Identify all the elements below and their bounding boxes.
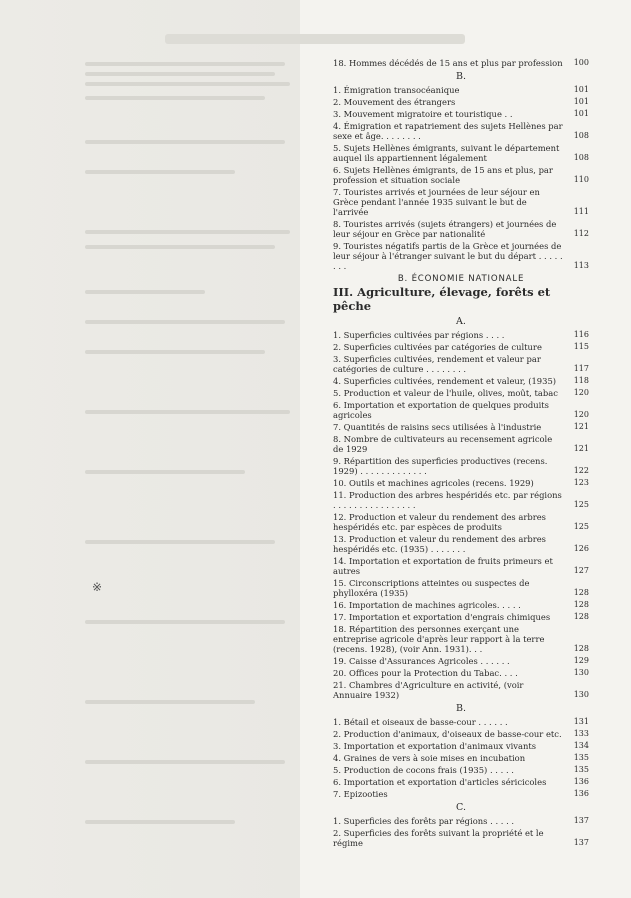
toc-entry bbox=[333, 828, 589, 848]
entry-page-number: 113 bbox=[573, 261, 589, 270]
entry-page-number: 131 bbox=[573, 717, 589, 726]
bleedthrough-line bbox=[85, 62, 285, 66]
entry-number: 11. bbox=[333, 490, 347, 500]
entry-number: 16. bbox=[333, 600, 347, 610]
section-letter-b2: B. bbox=[455, 703, 466, 714]
entry-title: Émigration transocéanique bbox=[343, 85, 460, 95]
bleedthrough-line bbox=[85, 245, 275, 249]
entry-title: Importation et exportation de fruits primeurs et autres bbox=[333, 556, 553, 576]
entry-number: 8. bbox=[333, 434, 341, 444]
entry-page-number: 121 bbox=[573, 422, 589, 431]
entry-page-number: 134 bbox=[573, 741, 589, 750]
entry-title: Répartition des superficies productives (recens. 1929) . . . . . . . . . . . . . bbox=[333, 456, 548, 476]
toc-entry bbox=[333, 330, 589, 340]
entry-page-number: 125 bbox=[573, 500, 589, 509]
entry-page-number: 108 bbox=[573, 131, 589, 140]
bleedthrough-line bbox=[85, 320, 285, 324]
toc-entry bbox=[333, 478, 589, 488]
bleedthrough-line bbox=[85, 820, 235, 824]
entry-page-number: 137 bbox=[573, 838, 589, 847]
toc-entry bbox=[333, 556, 589, 576]
entry-title: Offices pour la Protection du Tabac. . . . bbox=[349, 668, 518, 678]
entry-number: 3. bbox=[333, 741, 341, 751]
toc-section-b bbox=[333, 85, 589, 271]
entry-title: Superficies cultivées, rendement et valeur, (1935) bbox=[343, 376, 557, 386]
toc-entry bbox=[333, 765, 589, 775]
entry-number: 5. bbox=[333, 765, 341, 775]
toc-entry bbox=[333, 388, 589, 398]
entry-page-number: 118 bbox=[573, 376, 589, 385]
toc-entry bbox=[333, 578, 589, 598]
toc-entry bbox=[333, 121, 589, 141]
entry-title: Mouvement migratoire et touristique . . bbox=[343, 109, 513, 119]
bleedthrough-title bbox=[165, 34, 465, 44]
toc-entry bbox=[333, 143, 589, 163]
entry-title: Importation de machines agricoles. . . . . bbox=[349, 600, 521, 610]
entry-number: 4. bbox=[333, 121, 341, 131]
entry-page-number: 130 bbox=[573, 690, 589, 699]
chapter-title: III. Agriculture, élevage, forêts et pêche bbox=[333, 285, 551, 313]
entry-title: Nombre de cultivateurs au recensement agricole de 1929 bbox=[333, 434, 553, 454]
entry-title: Superficies cultivées, rendement et valeur par catégories de culture . . . . . . . . bbox=[333, 354, 541, 374]
facing-page-bleedthrough bbox=[0, 0, 300, 898]
bleedthrough-line bbox=[85, 140, 285, 144]
entry-page-number: 129 bbox=[573, 656, 589, 665]
margin-mark: ※ bbox=[92, 580, 103, 594]
entry-number: 10. bbox=[333, 478, 347, 488]
entry-number: 9. bbox=[333, 456, 341, 466]
entry-number: 3. bbox=[333, 354, 341, 364]
toc-entry bbox=[333, 422, 589, 432]
entry-title: Epizooties bbox=[343, 789, 388, 799]
entry-title: Outils et machines agricoles (recens. 1929) bbox=[349, 478, 534, 488]
bleedthrough-line bbox=[85, 540, 275, 544]
entry-number: 3. bbox=[333, 109, 341, 119]
toc-section-c bbox=[333, 816, 589, 848]
entry-page-number: 115 bbox=[573, 342, 589, 351]
toc-entry bbox=[333, 680, 589, 700]
entry-page-number: 101 bbox=[573, 97, 589, 106]
bleedthrough-line bbox=[85, 170, 235, 174]
entry-title: Émigration et rapatriement des sujets Hellènes par sexe et âge. . . . . . . . bbox=[333, 121, 563, 141]
toc-top-entries bbox=[333, 58, 589, 68]
entry-number: 13. bbox=[333, 534, 347, 544]
table-of-contents bbox=[333, 58, 589, 850]
entry-page-number: 121 bbox=[573, 444, 589, 453]
entry-page-number: 135 bbox=[573, 765, 589, 774]
entry-page-number: 136 bbox=[573, 789, 589, 798]
entry-number: 1. bbox=[333, 330, 341, 340]
toc-entry bbox=[333, 600, 589, 610]
entry-number: 7. bbox=[333, 187, 341, 197]
bleedthrough-line bbox=[85, 620, 285, 624]
entry-page-number: 128 bbox=[573, 600, 589, 609]
entry-number: 5. bbox=[333, 143, 341, 153]
entry-page-number: 130 bbox=[573, 668, 589, 677]
entry-page-number: 128 bbox=[573, 644, 589, 653]
entry-number: 14. bbox=[333, 556, 347, 566]
bleedthrough-line bbox=[85, 96, 265, 100]
toc-entry bbox=[333, 612, 589, 622]
entry-page-number: 101 bbox=[573, 85, 589, 94]
toc-entry bbox=[333, 400, 589, 420]
entry-title: Superficies des forêts suivant la propriété et le régime bbox=[333, 828, 544, 848]
entry-page-number: 112 bbox=[573, 229, 589, 238]
entry-number: 5. bbox=[333, 388, 341, 398]
entry-title: Touristes négatifs partis de la Grèce et journées de leur séjour à l'étranger suivant le but du départ . . . . . . . . bbox=[333, 241, 563, 271]
entry-title: Production et valeur de l'huile, olives, moût, tabac bbox=[343, 388, 558, 398]
toc-entry bbox=[333, 376, 589, 386]
entry-number: 2. bbox=[333, 729, 341, 739]
bleedthrough-line bbox=[85, 350, 265, 354]
entry-title: Superficies cultivées par catégories de culture bbox=[343, 342, 542, 352]
entry-number: 1. bbox=[333, 717, 341, 727]
toc-entry bbox=[333, 58, 589, 68]
toc-section-b2 bbox=[333, 717, 589, 799]
toc-entry bbox=[333, 342, 589, 352]
entry-page-number: 127 bbox=[573, 566, 589, 575]
entry-number: 2. bbox=[333, 97, 341, 107]
entry-number: 1. bbox=[333, 816, 341, 826]
toc-entry bbox=[333, 241, 589, 271]
entry-number: 6. bbox=[333, 400, 341, 410]
toc-entry bbox=[333, 624, 589, 654]
entry-number: 6. bbox=[333, 165, 341, 175]
entry-number: 7. bbox=[333, 789, 341, 799]
entry-title: Caisse d'Assurances Agricoles . . . . . . bbox=[349, 656, 510, 666]
entry-title: Quantités de raisins secs utilisées à l'industrie bbox=[343, 422, 542, 432]
toc-entry bbox=[333, 187, 589, 217]
entry-page-number: 126 bbox=[573, 544, 589, 553]
bleedthrough-line bbox=[85, 82, 290, 86]
entry-number: 20. bbox=[333, 668, 347, 678]
entry-title: Superficies cultivées par régions . . . . bbox=[343, 330, 505, 340]
toc-entry bbox=[333, 434, 589, 454]
entry-page-number: 128 bbox=[573, 612, 589, 621]
toc-entry bbox=[333, 456, 589, 476]
toc-entry bbox=[333, 512, 589, 532]
toc-entry bbox=[333, 219, 589, 239]
entry-page-number: 108 bbox=[573, 153, 589, 162]
entry-page-number: 120 bbox=[573, 410, 589, 419]
toc-section-a bbox=[333, 330, 589, 700]
entry-number: 15. bbox=[333, 578, 347, 588]
entry-title: Touristes arrivés (sujets étrangers) et journées de leur séjour en Grèce par nationalité bbox=[333, 219, 557, 239]
toc-entry bbox=[333, 165, 589, 185]
bleedthrough-line bbox=[85, 230, 290, 234]
toc-entry bbox=[333, 656, 589, 666]
entry-number: 6. bbox=[333, 777, 341, 787]
entry-title: Sujets Hellènes émigrants, de 15 ans et plus, par profession et situation sociale bbox=[333, 165, 553, 185]
entry-page-number: 123 bbox=[573, 478, 589, 487]
entry-title: Importation et exportation d'animaux vivants bbox=[343, 741, 537, 751]
entry-title: Importation et exportation d'articles séricicoles bbox=[343, 777, 547, 787]
toc-entry bbox=[333, 109, 589, 119]
entry-number: 9. bbox=[333, 241, 341, 251]
toc-entry bbox=[333, 490, 589, 510]
toc-entry bbox=[333, 717, 589, 727]
toc-entry bbox=[333, 741, 589, 751]
bleedthrough-line bbox=[85, 410, 290, 414]
entry-title: Hommes décédés de 15 ans et plus par profession bbox=[349, 58, 563, 68]
entry-number: 12. bbox=[333, 512, 347, 522]
entry-title: Importation et exportation de quelques produits agricoles bbox=[333, 400, 549, 420]
entry-page-number: 135 bbox=[573, 753, 589, 762]
toc-entry bbox=[333, 534, 589, 554]
entry-title: Production et valeur du rendement des arbres hespéridés etc. (1935) . . . . . . . bbox=[333, 534, 546, 554]
bleedthrough-line bbox=[85, 470, 245, 474]
entry-number: 2. bbox=[333, 828, 341, 838]
bleedthrough-line bbox=[85, 700, 255, 704]
toc-entry bbox=[333, 97, 589, 107]
entry-title: Circonscriptions atteintes ou suspectes de phylloxéra (1935) bbox=[333, 578, 530, 598]
entry-page-number: 122 bbox=[573, 466, 589, 475]
toc-entry bbox=[333, 729, 589, 739]
entry-page-number: 111 bbox=[573, 207, 589, 216]
entry-title: Touristes arrivés et journées de leur séjour en Grèce pendant l'année 1935 suivant le but de l'arrivée bbox=[333, 187, 540, 217]
bleedthrough-line bbox=[85, 290, 205, 294]
entry-title: Sujets Hellènes émigrants, suivant le département auquel ils appartiennent légalement bbox=[333, 143, 560, 163]
entry-page-number: 137 bbox=[573, 816, 589, 825]
toc-entry bbox=[333, 789, 589, 799]
entry-page-number: 125 bbox=[573, 522, 589, 531]
entry-page-number: 101 bbox=[573, 109, 589, 118]
entry-page-number: 110 bbox=[573, 175, 589, 184]
entry-title: Production de cocons frais (1935) . . . . . bbox=[343, 765, 514, 775]
entry-number: 19. bbox=[333, 656, 347, 666]
section-letter-a: A. bbox=[456, 316, 466, 327]
entry-page-number: 120 bbox=[573, 388, 589, 397]
entry-number: 8. bbox=[333, 219, 341, 229]
entry-number: 18. bbox=[333, 624, 347, 634]
entry-page-number: 117 bbox=[573, 364, 589, 373]
entry-title: Chambres d'Agriculture en activité, (voir Annuaire 1932) bbox=[333, 680, 524, 700]
toc-entry bbox=[333, 668, 589, 678]
entry-number: 17. bbox=[333, 612, 347, 622]
entry-title: Production des arbres hespéridés etc. par régions . . . . . . . . . . . . . . . . bbox=[333, 490, 562, 510]
entry-number: 1. bbox=[333, 85, 341, 95]
entry-page-number: 100 bbox=[573, 58, 589, 67]
part-heading: B. ÉCONOMIE NATIONALE bbox=[397, 274, 525, 284]
entry-number: 2. bbox=[333, 342, 341, 352]
entry-title: Répartition des personnes exerçant une entreprise agricole d'après leur rapport à la terre (recens. 1928), (voir Ann. 1931). . . bbox=[333, 624, 545, 654]
entry-page-number: 133 bbox=[573, 729, 589, 738]
entry-title: Superficies des forêts par régions . . . . . bbox=[343, 816, 515, 826]
toc-entry bbox=[333, 816, 589, 826]
entry-number: 4. bbox=[333, 753, 341, 763]
toc-entry bbox=[333, 354, 589, 374]
entry-title: Production d'animaux, d'oiseaux de basse-cour etc. bbox=[343, 729, 562, 739]
entry-number: 4. bbox=[333, 376, 341, 386]
entry-title: Graines de vers à soie mises en incubation bbox=[343, 753, 526, 763]
toc-entry bbox=[333, 753, 589, 763]
entry-number: 7. bbox=[333, 422, 341, 432]
bleedthrough-line bbox=[85, 760, 285, 764]
entry-page-number: 136 bbox=[573, 777, 589, 786]
entry-title: Bétail et oiseaux de basse-cour . . . . . . bbox=[343, 717, 508, 727]
entry-number: 21. bbox=[333, 680, 347, 690]
entry-number: 18. bbox=[333, 58, 347, 68]
toc-entry bbox=[333, 777, 589, 787]
toc-entry bbox=[333, 85, 589, 95]
entry-title: Mouvement des étrangers bbox=[343, 97, 456, 107]
entry-title: Importation et exportation d'engrais chimiques bbox=[349, 612, 551, 622]
entry-page-number: 116 bbox=[573, 330, 589, 339]
entry-title: Production et valeur du rendement des arbres hespéridés etc. par espèces de produits bbox=[333, 512, 546, 532]
entry-page-number: 128 bbox=[573, 588, 589, 597]
section-letter-c: C. bbox=[456, 802, 466, 813]
section-letter-b: B. bbox=[455, 71, 466, 82]
bleedthrough-line bbox=[85, 72, 275, 76]
